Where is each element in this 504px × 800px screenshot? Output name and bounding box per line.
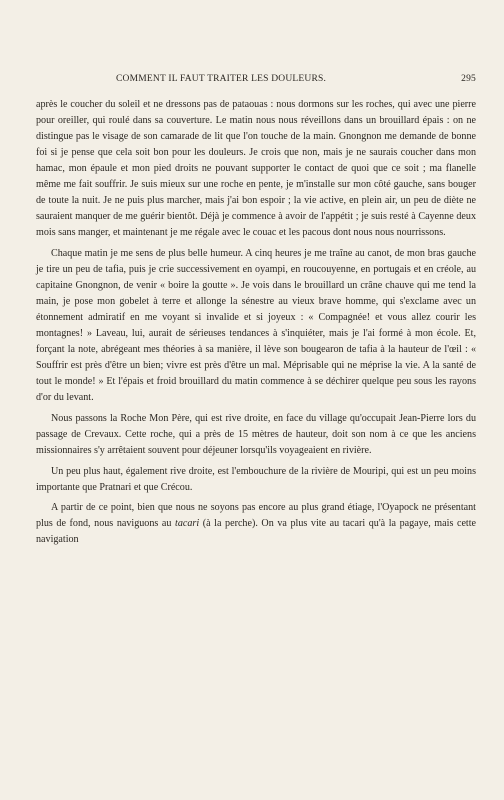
paragraph-text: Nous passons la Roche Mon Père, qui est rive droite, en face du village qu'occupait Jean-Pierre lors du passage de Crevaux. Cette roche, qui a près de 15 mètres de hauteur, doit son nom à ce que les anciens missionnaires s'y arrêtaient souvent pour déjeuner lorsqu'ils voyageaient en rivière. xyxy=(36,412,476,456)
paragraph-text: A partir de ce point, bien que nous ne soyons pas encore au plus grand étiage, l'Oyapock ne présentant plus de fond, nous naviguons au xyxy=(36,502,476,530)
paragraph xyxy=(36,464,476,496)
paragraph xyxy=(36,246,476,406)
paragraph-text: (à la perche). On va plus vite au tacari qu'à la pagaye, mais cette navigation xyxy=(36,518,477,546)
paragraph-text: Un peu plus haut, également rive droite, est l'embouchure de la rivière de Mouripi, qui est un peu moins importante que Pratnari et que Crécou. xyxy=(36,465,476,493)
paragraph xyxy=(36,500,476,548)
paragraph xyxy=(36,411,476,459)
italic-term: tacari xyxy=(175,518,200,530)
page-header xyxy=(116,74,476,84)
paragraph-text: Chaque matin je me sens de plus belle humeur. A cinq heures je me traîne au canot, de mon bras gauche je tire un peu de tafia, puis je crie successivement en oyampi, en roucouyenne, en portugais et en créole, au capitaine Gnongnon, de venir « boire la goutte ». Je vois dans le brouillard un crâne chauve qui me tend la main, je pose mon gobelet à terre et allonge la sénestre au vieux brave homme, qui s'exclame avec un étonnement admiratif en me voyant si invalide et si joyeux : « Compagnée! et vous allez courir les montagnes! » Laveau, lui, aurait de sérieuses tendances à s'inquiéter, mais je l'ai formé à mon école. Et, forçant la note, abrégeant mes théories à sa manière, il lève son bougearon de tafia à la hauteur de l'œil : « Souffrir est près d'être un bien; vivre est près d'être un mal. Méprisable qui ne méprise la vie. A la santé de tout le monde! » Et l'épais et froid brouillard du matin commence à se déchirer quelque peu sous les rayons d'or du levant. xyxy=(36,247,476,404)
running-title: COMMENT IL FAUT TRAITER LES DOULEURS. xyxy=(116,74,327,84)
body-text xyxy=(36,97,476,553)
paragraph xyxy=(36,97,476,241)
page-number: 295 xyxy=(461,74,476,84)
paragraph-text: après le coucher du soleil et ne dressons pas de pataouas : nous dormons sur les roches, qui avec une pierre pour oreiller, qui roulé dans sa couverture. Le matin nous nous réveillons dans un brouillard épais : on ne distingue pas le visage de son camarade de lit que l'on touche de la main. Gnongnon me demande de bonne foi si je pense que cela soit bon pour les douleurs. Je crois que non, mais je ne saurais coucher dans mon hamac, mon épaule et mon pied droits ne pouvant supporter le contact de quoi que ce soit ; ma flanelle même me fait souffrir. Je suis mieux sur une roche en pente, je m'installe sur mon côté gauche, sans bouger de toute la nuit. Je ne puis plus marcher, mais j'ai bon espoir ; la vie active, en plein air, un peu de diète ne sauraient manquer de me guérir bientôt. Déjà je commence à avoir de l'appétit ; je suis resté à Cayenne deux mois sans manger, et maintenant je me régale avec le couac et les pacous dont nous nous nourrissons. xyxy=(36,99,476,239)
